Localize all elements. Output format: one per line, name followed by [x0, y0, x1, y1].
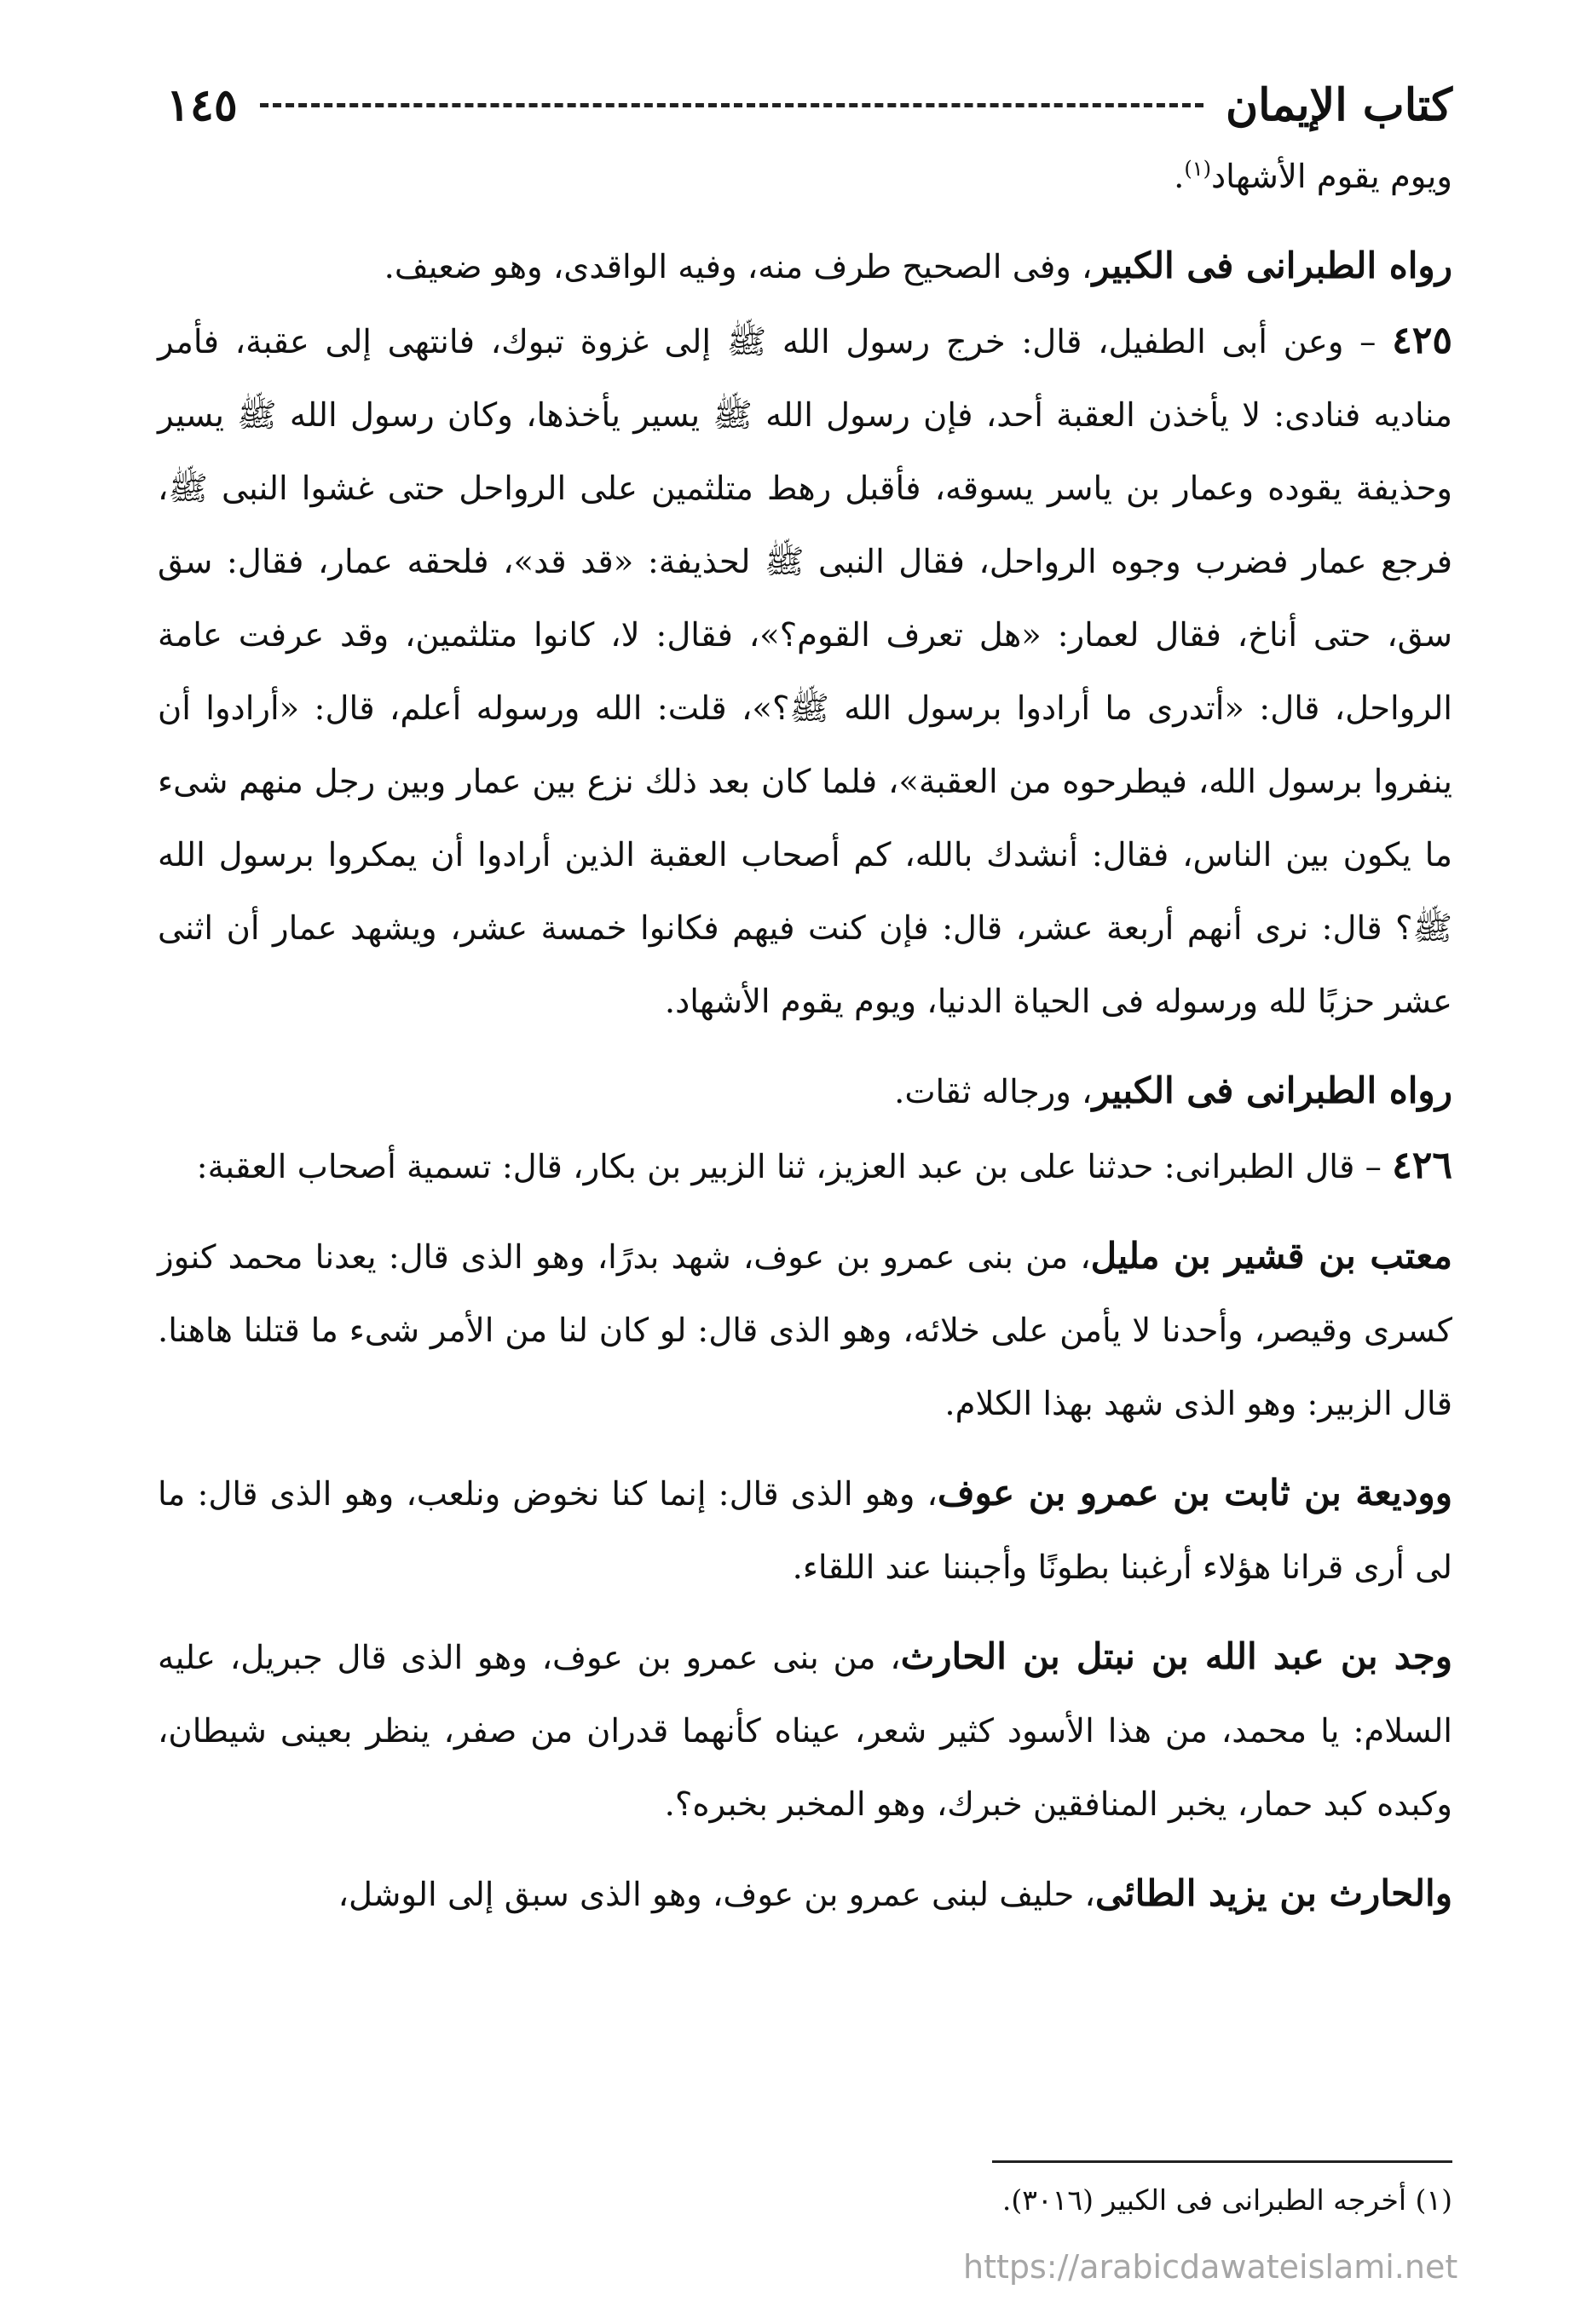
source-citation: رواه الطبرانى فى الكبير [1092, 245, 1452, 286]
person-name: والحارث بن يزيد الطائى [1094, 1872, 1452, 1914]
watermark-url: https://arabicdawateislami.net [963, 2248, 1458, 2286]
paragraph-text: – وعن أبى الطفيل، قال: خرج رسول الله ﷺ إلى غزوة تبوك، فانتهى إلى عقبة، فأمر مناديه فنادى: لا يأخذن العقبة أحد، فإن رسول الله ﷺ يسير يأخذها، وكان رسول الله ﷺ يسير وحذيفة يقوده وعمار بن ياسر يسوقه، فأقبل رهط متلثمين على الرواحل حتى غشوا النبى ﷺ، فرجع عمار فضرب وجوه الرواحل، فقال النبى ﷺ لحذيفة: «قد قد»، فلحقه عمار، فقال: سق سق، حتى أناخ، فقال لعمار: «هل تعرف القوم؟»، فقال: لا، كانوا متلثمين، وقد عرفت عامة الرواحل، قال: «أتدرى ما أرادوا برسول الله ﷺ؟»، قلت: الله ورسوله أعلم، قال: «أرادوا أن ينفروا برسول الله، فيطرحوه من العقبة»، فلما كان بعد ذلك نزع بين عمار وبين رجل منهم شىء ما يكون بين الناس، فقال: أنشدك بالله، كم أصحاب العقبة الذين أرادوا أن يمكروا برسول الله ﷺ؟ قال: نرى أنهم أربعة عشر، قال: فإن كنت فيهم فكانوا خمسة عشر، ويشهد عمار أن اثنى عشر حزبًا لله ورسوله فى الحياة الدنيا، ويوم يقوم الأشهاد. [158, 323, 1452, 1021]
paragraph-0 [158, 141, 1452, 214]
paragraph-text: ، من بنى عمرو بن عوف، وهو الذى قال جبريل، عليه السلام: يا محمد، من هذا الأسود كثير شعر، عيناه كأنهما قدران من صفر، ينظر بعينى شيطان، وكبده كبد حمار، يخبر المنافقين خبرك، وهو المخبر بخبره؟. [158, 1639, 1452, 1824]
paragraph-text: ، ورجاله ثقات. [894, 1073, 1093, 1111]
paragraph-7 [158, 1620, 1452, 1842]
source-citation: رواه الطبرانى فى الكبير [1092, 1070, 1452, 1111]
paragraph-text: ، من بنى عمرو بن عوف، شهد بدرًا، وهو الذى قال: يعدنا محمد كنوز كسرى وقيصر، وأحدنا لا يأمن على خلائه، وهو الذى قال: لو كان لنا من الأمر شىء ما قتلنا هاهنا. قال الزبير: وهو الذى شهد بهذا الكلام. [158, 1238, 1452, 1423]
paragraph-4 [158, 1129, 1452, 1204]
page-header [166, 66, 1452, 143]
paragraph-5 [158, 1220, 1452, 1441]
paragraph-text: ويوم يقوم الأشهاد [1211, 158, 1452, 196]
page-number: ١٤٥ [166, 78, 238, 131]
person-name: معتب بن قشير بن مليل [1090, 1235, 1452, 1277]
paragraph-8 [158, 1857, 1452, 1932]
page-body [158, 141, 1452, 1932]
paragraph-1 [158, 229, 1452, 304]
header-dashed-rule [260, 103, 1203, 107]
paragraph-text: ، حليف لبنى عمرو بن عوف، وهو الذى سبق إلى الوشل، [338, 1876, 1095, 1914]
paragraph-3 [158, 1054, 1452, 1129]
person-name: ووديعة بن ثابت بن عمرو بن عوف [937, 1472, 1452, 1514]
footnote-marker: (١) [1184, 157, 1212, 182]
hadith-number: ٤٢٥ [1392, 319, 1452, 362]
book-title: كتاب الإيمان [1225, 78, 1452, 131]
footnote: (١) أخرجه الطبرانى فى الكبير (٣٠١٦). [1001, 2183, 1452, 2217]
footnote-divider [992, 2160, 1452, 2163]
paragraph-text: – قال الطبرانى: حدثنا على بن عبد العزيز، ثنا الزبير بن بكار، قال: تسمية أصحاب العقبة: [196, 1148, 1393, 1186]
paragraph-text: ، وفى الصحيح طرف منه، وفيه الواقدى، وهو ضعيف. [384, 248, 1093, 286]
paragraph-end: . [1174, 158, 1185, 196]
paragraph-text: ، وهو الذى قال: إنما كنا نخوض ونلعب، وهو الذى قال: ما لى أرى قرانا هؤلاء أرغبنا بطونًا وأجبننا عند اللقاء. [158, 1475, 1452, 1587]
paragraph-2 [158, 304, 1452, 1039]
hadith-number: ٤٢٦ [1392, 1144, 1452, 1187]
person-name: وجد بن عبد الله بن نبتل بن الحارث [900, 1635, 1452, 1677]
paragraph-6 [158, 1456, 1452, 1605]
